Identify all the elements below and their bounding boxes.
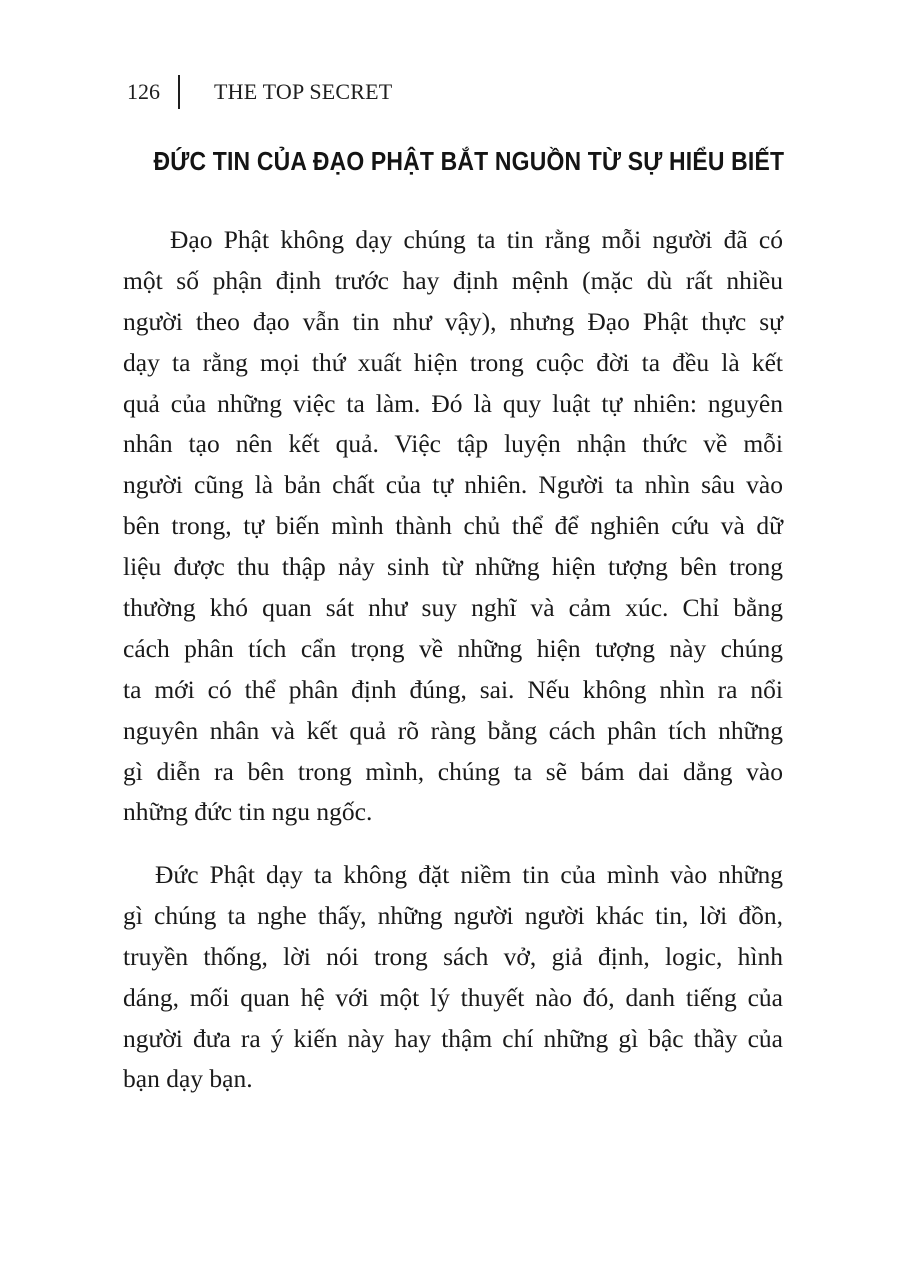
text-line: Đạo Phật không dạy chúng ta tin rằng mỗi người đã có [170, 225, 783, 254]
book-title: THE TOP SECRET [214, 79, 393, 104]
text-line: người đưa ra ý kiến này hay thậm chí những gì bậc thầy của [123, 1023, 783, 1053]
text-line: dạy ta rằng mọi thứ xuất hiện trong cuộc đời ta đều là kết [123, 347, 783, 377]
text-line: gì chúng ta nghe thấy, những người người khác tin, lời đồn, [123, 900, 783, 930]
text-line: Đức Phật dạy ta không đặt niềm tin của mình vào những [155, 860, 783, 889]
text-line: những đức tin ngu ngốc. [123, 797, 373, 827]
text-line: ta mới có thể phân định đúng, sai. Nếu không nhìn ra nổi [123, 674, 783, 704]
text-line: nhân tạo nên kết quả. Việc tập luyện nhận thức về mỗi [123, 429, 783, 459]
text-line: liệu được thu thập nảy sinh từ những hiện tượng bên trong [123, 552, 783, 582]
paragraph-2 [123, 855, 783, 1100]
paragraph-1 [123, 220, 783, 833]
text-line: quả của những việc ta làm. Đó là quy luật tự nhiên: nguyên [123, 388, 783, 418]
header-divider [178, 75, 180, 109]
text-line: gì diễn ra bên trong mình, chúng ta sẽ bám dai dẳng vào [123, 756, 783, 786]
text-line: người cũng là bản chất của tự nhiên. Người ta nhìn sâu vào [123, 470, 783, 500]
text-line: bên trong, tự biến mình thành chủ thể để nghiên cứu và dữ [123, 511, 783, 541]
section-heading: ĐỨC TIN CỦA ĐẠO PHẬT BẮT NGUỒN TỪ SỰ HIỂU BIẾT [153, 148, 785, 176]
text-line: nguyên nhân và kết quả rõ ràng bằng cách phân tích những [123, 715, 783, 745]
text-line: bạn dạy bạn. [123, 1064, 253, 1094]
text-line: cách phân tích cẩn trọng về những hiện tượng này chúng [123, 633, 783, 663]
text-line: người theo đạo vẫn tin như vậy), nhưng Đạo Phật thực sự [123, 306, 783, 336]
text-line: dáng, mối quan hệ với một lý thuyết nào đó, danh tiếng của [123, 982, 783, 1012]
text-line: truyền thống, lời nói trong sách vở, giả định, logic, hình [123, 941, 783, 971]
running-header [127, 74, 392, 110]
page-number: 126 [127, 79, 160, 104]
text-line: một số phận định trước hay định mệnh (mặc dù rất nhiều [123, 265, 783, 295]
text-line: thường khó quan sát như suy nghĩ và cảm xúc. Chỉ bằng [123, 593, 783, 623]
